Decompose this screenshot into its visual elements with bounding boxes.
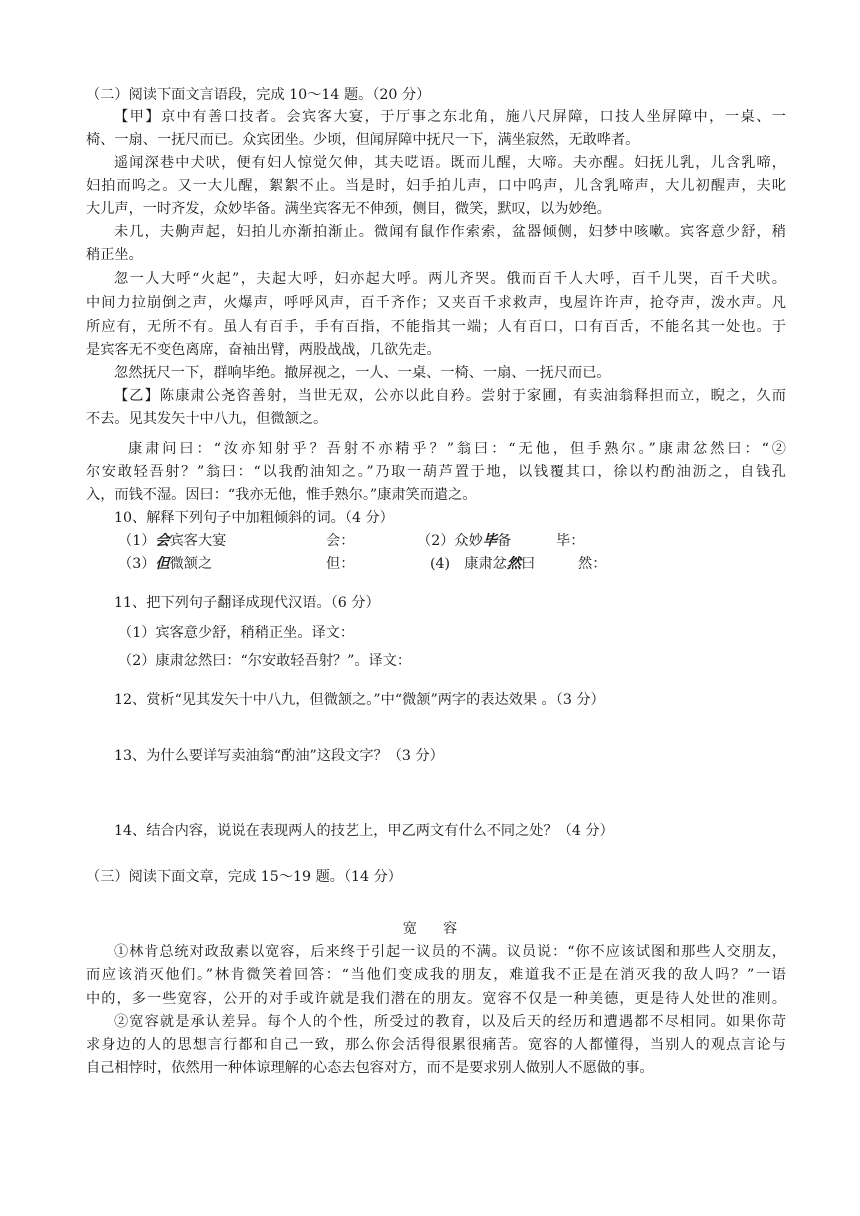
jia-line: 大儿声，一时齐发，众妙毕备。满坐宾客无不伸颈，侧目，微笑，默叹，以为妙绝。 — [86, 201, 611, 217]
jia-line: 未几，夫齁声起，妇拍儿亦渐拍渐止。微闻有鼠作作索索，盆器倾侧，妇梦中咳嗽。宾客意少舒，稍 — [114, 224, 786, 240]
article-line: 中的，多一些宽容，公开的对手或许就是我们潜在的朋友。宽容不仅是一种美德，更是待人处世的准则。 — [86, 991, 786, 1007]
q10-answer-label-3: 但： — [326, 556, 355, 572]
jia-line: 忽然抚尺一下，群响毕绝。撤屏视之，一人、一桌、一椅、一扇、一抚尺而已。 — [114, 365, 611, 381]
q11-item-1: （1）宾客意少舒，稍稍正坐。译文： — [118, 625, 355, 641]
jia-line: 妇拍而呜之。又一大儿醒，絮絮不止。当是时，妇手拍儿声，口中呜声，儿含乳啼声，大儿初醒声，夫叱 — [86, 178, 786, 194]
article-line: 而应该消灭他们。”林肯微笑着回答：“当他们变成我的朋友，难道我不正是在消灭我的敌人吗？”一语 — [86, 967, 786, 983]
q10-answer-label-2: 毕： — [556, 533, 585, 549]
article-line: 求身边的人的思想言行都和自己一致，那么你会活得很累很痛苦。宽容的人都懂得，当别人的观点言论与 — [86, 1037, 786, 1053]
yi-line: 尔安敢轻吾射？”翁曰：“以我酌油知之。”乃取一葫芦置于地，以钱覆其口，徐以杓酌油沥之，自钱孔 — [86, 464, 786, 480]
question-11-stem: 11、把下列句子翻译成现代汉语。（6 分） — [114, 595, 380, 611]
yi-line: 康肃问曰：“汝亦知射乎？吾射不亦精乎？”翁曰：“无他，但手熟尔。”康肃忿然曰：“② — [128, 441, 786, 457]
question-13: 13、为什么要详写卖油翁“酌油”这段文字？（3 分） — [114, 748, 444, 764]
yi-line: 不去。见其发矢十中八九，但微颔之。 — [86, 411, 328, 427]
q10-item-2: （2）众妙毕备 — [417, 533, 512, 549]
q10-item-4: (4) 康肃忿然曰 — [430, 556, 536, 572]
jia-line: 忽一人大呼“火起”，夫起大呼，妇亦起大呼。两儿齐哭。俄而百千人大呼，百千儿哭，百千犬吠。 — [114, 271, 786, 287]
question-14: 14、结合内容，说说在表现两人的技艺上，甲乙两文有什么不同之处？（4 分） — [114, 823, 614, 839]
q10-answer-label-1: 会： — [326, 533, 355, 549]
article-line: ①林肯总统对政敌素以宽容，后来终于引起一议员的不满。议员说：“你不应该试图和那些人交朋友， — [114, 944, 786, 960]
q10-item-3: （3）但微颔之 — [118, 556, 213, 572]
section-3-header: （三）阅读下面文章，完成 15～19 题。（14 分） — [86, 869, 402, 885]
jia-line: 遥闻深巷中犬吠，便有妇人惊觉欠伸，其夫呓语。既而儿醒，大啼。夫亦醒。妇抚儿乳，儿含乳啼， — [114, 155, 786, 171]
jia-line: 是宾客无不变色离席，奋袖出臂，两股战战，几欲先走。 — [86, 342, 441, 358]
jia-line: 稍正坐。 — [86, 247, 143, 263]
q10-item-1: （1）会宾客大宴 — [118, 533, 227, 549]
q10-answer-label-4: 然： — [578, 556, 607, 572]
jia-line: 椅、一扇、一抚尺而已。众宾团坐。少顷，但闻屏障中抚尺一下，满坐寂然，无敢哗者。 — [86, 132, 640, 148]
question-12: 12、赏析“见其发矢十中八九，但微颔之。”中“微颔”两字的表达效果 。（3 分） — [114, 692, 605, 708]
yi-line: 【乙】陈康肃公尧咨善射，当世无双，公亦以此自矜。尝射于家圃，有卖油翁释担而立，睨之，久而 — [114, 388, 786, 404]
q11-item-2: （2）康肃忿然曰：“尔安敢轻吾射？”。译文： — [118, 653, 412, 669]
question-10-stem: 10、解释下列句子中加粗倾斜的词。（4 分） — [114, 510, 394, 526]
jia-line: 所应有，无所不有。虽人有百手，手有百指，不能指其一端；人有百口，口有百舌，不能名其一处也。于 — [86, 319, 786, 335]
article-title: 宽容 — [402, 921, 484, 937]
yi-line: 入，而钱不湿。因曰：“我亦无他，惟手熟尔。”康肃笑而遣之。 — [86, 487, 477, 503]
jia-line: 中间力拉崩倒之声，火爆声，呼呼风声，百千齐作；又夹百千求救声，曳屋许许声，抢夺声，泼水声。凡 — [86, 295, 786, 311]
article-line: ②宽容就是承认差异。每个人的个性，所受过的教育，以及后天的经历和遭遇都不尽相同。如果你苛 — [114, 1014, 786, 1030]
article-line: 自己相悖时，依然用一种体谅理解的心态去包容对方，而不是要求别人做别人不愿做的事。 — [86, 1060, 654, 1076]
jia-line: 【甲】京中有善口技者。会宾客大宴，于厅事之东北角，施八尺屏障，口技人坐屏障中，一桌、一 — [114, 109, 786, 125]
section-2-header: （二）阅读下面文言语段，完成 10～14 题。（20 分） — [86, 87, 431, 103]
